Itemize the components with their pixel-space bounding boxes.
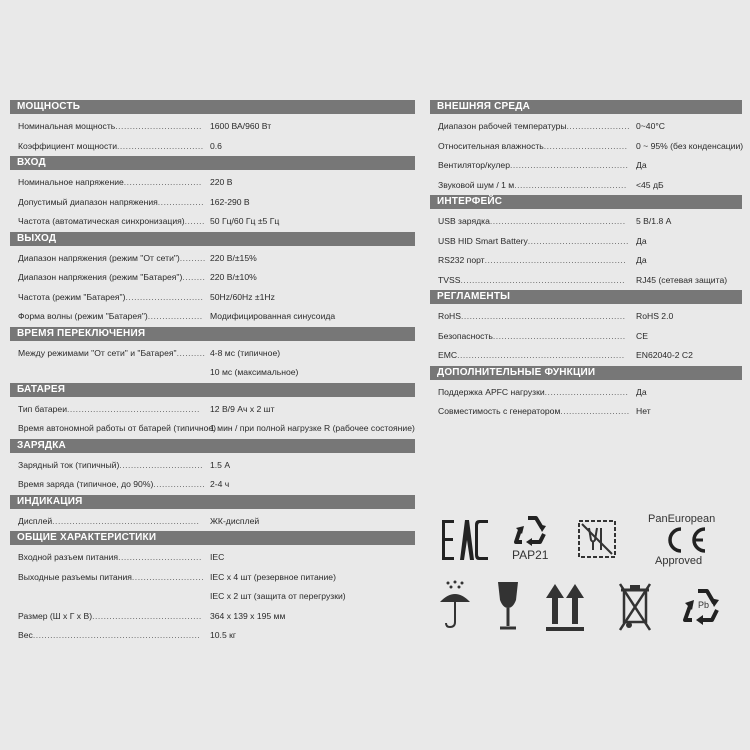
spec-value: 0 ~ 95% (без конденсации) [636, 140, 744, 151]
spec-label-text: Тип батареи [18, 403, 68, 414]
spec-value: 10.5 кг [210, 630, 237, 640]
spec-label [438, 137, 628, 157]
spec-label [438, 232, 629, 252]
spec-row [10, 456, 415, 476]
spec-row [430, 307, 742, 327]
spec-value: 50 Гц/60 Гц ±5 Гц [210, 216, 280, 226]
spec-row [10, 548, 415, 568]
spec-label-text: Номинальная мощность [18, 121, 116, 131]
spec-label-text: Размер (Ш х Г х В) [18, 610, 93, 621]
leader-dots: ......................................................... [460, 311, 626, 321]
spec-label [18, 268, 205, 288]
not-food-contact-icon [576, 518, 618, 560]
spec-label [438, 176, 627, 196]
left-spec-column [10, 100, 415, 646]
section-header: ВЫХОД [10, 232, 415, 246]
spec-label [438, 327, 626, 347]
spec-label [438, 251, 626, 271]
section-header: ВРЕМЯ ПЕРЕКЛЮЧЕНИЯ [10, 327, 415, 341]
pap21-label: PAP21 [512, 548, 549, 562]
spec-label [18, 117, 202, 137]
section-header: ЗАРЯДКА [10, 439, 415, 453]
spec-label-text: Время заряда (типичное, до 90%) [18, 479, 154, 489]
section-header: ВНЕШНЯЯ СРЕДА [430, 100, 742, 114]
spec-label [18, 456, 203, 476]
spec-label-text: USB зарядка [438, 216, 490, 226]
spec-row [430, 137, 742, 157]
leader-dots: .................. [153, 479, 206, 489]
approved-label: Approved [655, 555, 703, 567]
pb-label: Pb [698, 600, 710, 610]
spec-value: 1600 ВА/960 Вт [210, 121, 272, 131]
spec-row [10, 212, 415, 232]
keep-dry-icon [438, 580, 472, 632]
spec-value: IEC [210, 552, 225, 562]
spec-label-text: Совместимость с генератором [438, 406, 561, 416]
spec-label [18, 344, 205, 364]
spec-row [10, 475, 415, 495]
spec-row [10, 268, 415, 288]
spec-label [438, 402, 630, 422]
spec-label-text: USB HID Smart Battery [438, 235, 528, 246]
spec-label-text: RS232 порт [438, 255, 485, 265]
spec-value: 220 В/±10% [210, 272, 257, 282]
spec-row [10, 512, 415, 532]
section-header: БАТАРЕЯ [10, 383, 415, 397]
spec-label [18, 137, 204, 157]
leader-dots: .......................................................... [457, 350, 625, 360]
paneuropean-label: PanEuropean [648, 513, 716, 525]
leader-dots: .............................. [115, 121, 202, 131]
spec-label-text: Вес [18, 630, 33, 640]
spec-value: CE [636, 330, 648, 341]
eac-mark-icon [440, 518, 490, 562]
spec-label-text: Относительная влажность [438, 140, 544, 151]
spec-label [18, 512, 199, 532]
leader-dots: .............................................. [67, 403, 200, 414]
spec-row [430, 402, 742, 422]
spec-label-text: Звуковой шум / 1 м [438, 179, 515, 190]
section-header: МОЩНОСТЬ [10, 100, 415, 114]
spec-value: RJ45 (сетевая защита) [636, 274, 728, 285]
spec-row [10, 137, 415, 157]
spec-value: 2-4 ч [210, 479, 230, 489]
spec-value: 220 В/±15% [210, 252, 257, 263]
spec-row [430, 232, 742, 252]
spec-label [18, 568, 204, 588]
spec-row [10, 249, 415, 269]
leader-dots: ................................................. [484, 255, 627, 265]
spec-label [18, 249, 206, 269]
leader-dots: ......... [179, 252, 206, 263]
spec-row [10, 117, 415, 137]
spec-value: ЖК-дисплей [210, 515, 260, 526]
leader-dots: ........................ [560, 406, 630, 416]
pb-recycling-icon [680, 586, 726, 628]
spec-label [18, 607, 202, 627]
leader-dots: ......................................................... [460, 274, 626, 285]
leader-dots: ................ [157, 196, 204, 207]
leader-dots: ....................................... [514, 179, 627, 190]
spec-label [18, 212, 205, 232]
spec-row [10, 173, 415, 193]
leader-dots: .............................. [117, 140, 204, 151]
spec-label-text: Дисплей [18, 515, 53, 526]
leader-dots: ......................................... [510, 160, 629, 170]
leader-dots: .......... [176, 347, 206, 358]
spec-label [438, 346, 625, 366]
spec-label-text: Время автономной работы от батарей (типичное) [18, 423, 217, 433]
this-way-up-icon [545, 582, 585, 632]
leader-dots: ............................. [118, 552, 202, 562]
spec-value: IEC х 2 шт (защита от перегрузки) [210, 591, 346, 601]
spec-value: IEC х 4 шт (резервное питание) [210, 571, 336, 582]
spec-row [430, 176, 742, 196]
spec-row [10, 288, 415, 308]
spec-value: 1.5 А [210, 459, 231, 470]
leader-dots: ................................................... [52, 515, 200, 526]
spec-label [18, 307, 203, 327]
spec-label [438, 156, 628, 176]
section-header: ОБЩИЕ ХАРАКТЕРИСТИКИ [10, 531, 415, 545]
leader-dots: ............................. [544, 386, 629, 397]
spec-label [18, 400, 200, 420]
leader-dots: ............................................... [489, 216, 626, 226]
spec-label-text: Коэффициент мощности [18, 140, 118, 151]
spec-value: 162-290 В [210, 196, 250, 207]
spec-label-text: Безопасность [438, 330, 493, 341]
spec-row [10, 419, 415, 439]
spec-label-text: TVSS [438, 274, 461, 285]
spec-label [18, 419, 216, 439]
spec-row [10, 344, 415, 364]
spec-value: 4-8 мс (типичное) [210, 347, 281, 358]
spec-label [18, 193, 204, 213]
spec-value: Да [636, 160, 647, 170]
spec-label [438, 383, 628, 403]
ce-mark-icon [657, 526, 711, 554]
spec-value: Модифицированная синусоида [210, 311, 336, 321]
leader-dots: .......................................................... [32, 630, 201, 640]
spec-label-text: EMC [438, 350, 458, 360]
leader-dots: ...................................... [92, 610, 202, 621]
spec-value: 5 В/1.8 А [636, 216, 672, 226]
spec-label-text: Входной разъем питания [18, 552, 119, 562]
spec-label-text: Между режимами "От сети" и "Батарея" [18, 347, 177, 358]
spec-label [18, 548, 202, 568]
spec-row [430, 346, 742, 366]
spec-label [18, 626, 200, 646]
spec-label [438, 117, 630, 137]
section-header: ВХОД [10, 156, 415, 170]
spec-value: 364 х 139 х 195 мм [210, 610, 286, 621]
certification-icons [430, 508, 745, 648]
spec-row [430, 156, 742, 176]
spec-label-text: Диапазон напряжения (режим "От сети") [18, 252, 180, 263]
leader-dots: ............................. [543, 140, 628, 151]
leader-dots: .............................................. [492, 330, 626, 341]
leader-dots: ........................... [125, 291, 204, 302]
spec-row [430, 251, 742, 271]
leader-dots: ................... [147, 311, 203, 321]
spec-label-text: Форма волны (режим "Батарея") [18, 311, 148, 321]
spec-row [10, 626, 415, 646]
spec-value: 50Hz/60Hz ±1Hz [210, 291, 275, 302]
spec-row [430, 383, 742, 403]
section-header: ИНТЕРФЕЙС [430, 195, 742, 209]
fragile-icon [495, 580, 521, 632]
spec-label-text: Частота (режим "Батарея") [18, 291, 126, 302]
spec-value: Да [636, 235, 647, 246]
spec-value: Да [636, 386, 647, 397]
spec-value: RoHS 2.0 [636, 311, 674, 321]
pap21-recycling-icon [510, 514, 554, 548]
spec-value: <45 дБ [636, 179, 664, 190]
weee-crossed-bin-icon [618, 580, 652, 634]
section-header: РЕГЛАМЕНТЫ [430, 290, 742, 304]
spec-label [18, 173, 202, 193]
spec-label [438, 307, 626, 327]
spec-label-text: Поддержка APFC нагрузки [438, 386, 545, 397]
spec-value: EN62040-2 C2 [636, 350, 693, 360]
spec-value: Да [636, 255, 647, 265]
spec-label-text: RoHS [438, 311, 461, 321]
spec-label [18, 288, 203, 308]
spec-value: 220 В [210, 177, 233, 187]
spec-row [10, 307, 415, 327]
spec-row [430, 327, 742, 347]
spec-label-text: Диапазон рабочей температуры [438, 121, 567, 131]
spec-value: 0.6 [210, 140, 222, 151]
spec-label [18, 475, 205, 495]
spec-label-text: Номинальное напряжение [18, 177, 124, 187]
spec-row [10, 363, 415, 383]
spec-label-text: Частота (автоматическая синхронизация) [18, 216, 185, 226]
leader-dots: ...................... [566, 121, 631, 131]
spec-row [10, 587, 415, 607]
spec-value: 10 мс (максимальное) [210, 367, 299, 377]
leader-dots: ......................... [131, 571, 205, 582]
spec-label-text: Зарядный ток (типичный) [18, 459, 120, 470]
leader-dots: ....... [184, 216, 205, 226]
section-header: ИНДИКАЦИЯ [10, 495, 415, 509]
spec-value: Нет [636, 406, 651, 416]
spec-label-text: Вентилятор/кулер [438, 160, 510, 170]
spec-row [430, 117, 742, 137]
spec-row [10, 568, 415, 588]
spec-label-text: Диапазон напряжения (режим "Батарея") [18, 272, 183, 282]
spec-value: 1 мин / при полной нагрузке R (рабочее состояние) [210, 423, 415, 433]
spec-row [430, 212, 742, 232]
leader-dots: ........ [182, 272, 206, 282]
spec-row [10, 400, 415, 420]
spec-label-text: Допустимый диапазон напряжения [18, 196, 158, 207]
spec-value: 12 В/9 Ач х 2 шт [210, 403, 275, 414]
spec-row [10, 607, 415, 627]
spec-row [10, 193, 415, 213]
spec-label [438, 212, 626, 232]
spec-row [430, 271, 742, 291]
section-header: ДОПОЛНИТЕЛЬНЫЕ ФУНКЦИИ [430, 366, 742, 380]
spec-label-text: Выходные разъемы питания [18, 571, 132, 582]
leader-dots: ........................... [123, 177, 202, 187]
spec-value: 0~40°С [636, 121, 665, 131]
leader-dots: ............................. [119, 459, 204, 470]
spec-label [438, 271, 625, 291]
right-spec-column [430, 100, 742, 422]
leader-dots: ................................... [527, 235, 629, 246]
